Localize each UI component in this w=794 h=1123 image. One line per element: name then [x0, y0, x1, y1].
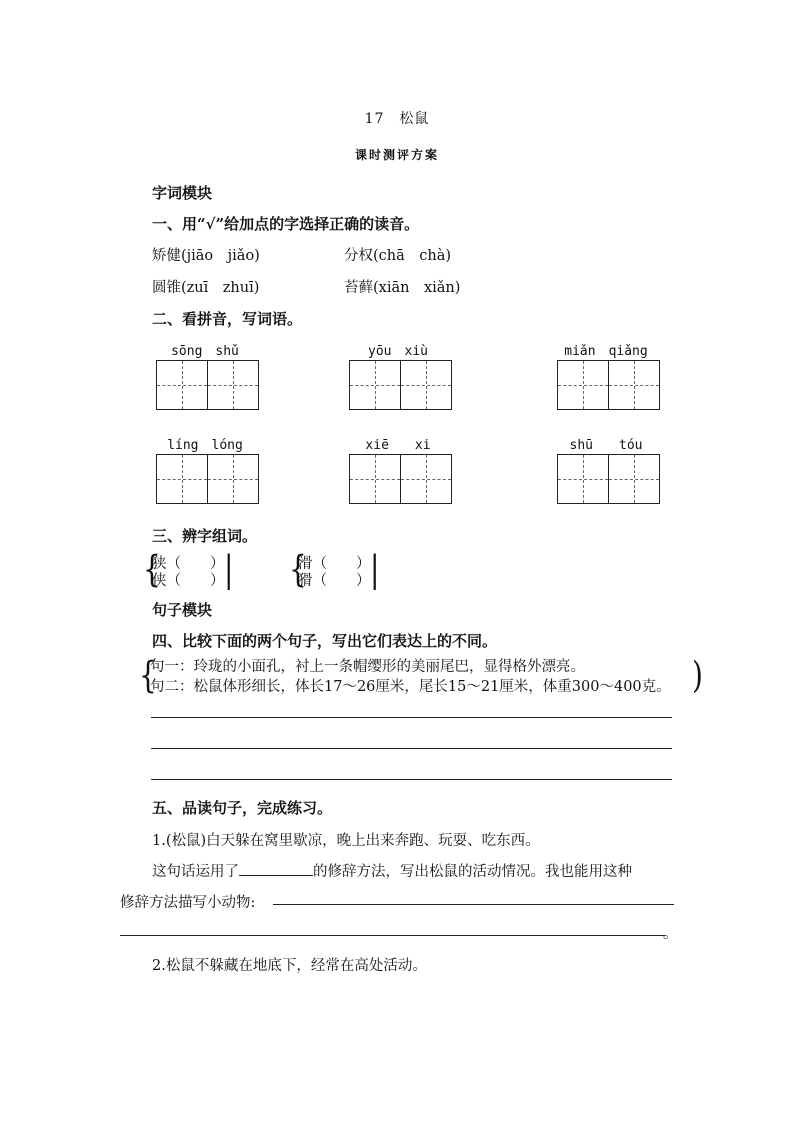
q5-prompt-continued: 修辞方法描写小动物: [120, 895, 256, 911]
question-5-heading: 五、品读句子，完成练习。 [152, 799, 333, 817]
left-brace: { [143, 547, 161, 591]
left-brace: { [139, 653, 157, 697]
left-brace: { [289, 547, 307, 591]
answer-line[interactable] [151, 779, 672, 780]
q1-item: 圆锥(zuī zhuī) [152, 280, 260, 296]
q5-item-2: 2.松鼠不躲藏在地底下，经常在高处活动。 [152, 958, 427, 974]
pinyin-label: xiē xi [365, 438, 431, 453]
writing-grid[interactable] [349, 360, 452, 410]
writing-grid[interactable] [557, 360, 660, 410]
q5-prompt: 这句话运用了 的修辞方法，写出松鼠的活动情况。我也能用这种 [152, 860, 632, 881]
period-mark: 。 [663, 926, 678, 942]
sentence-one: 句一：玲珑的小面孔，衬上一条帽缨形的美丽尾巴，显得格外漂亮。 [150, 659, 585, 675]
sentence-two: 句二：松鼠体形细长，体长17～26厘米，尾长15～21厘米，体重300～400克。 [150, 679, 671, 695]
q3-item: 狭（ ） [152, 556, 225, 572]
q5-item-1: 1.(松鼠)白天躲在窝里歇凉，晚上出来奔跑、玩耍、吃东西。 [152, 833, 540, 849]
pinyin-label: shū tóu [569, 438, 643, 453]
right-brace: | [370, 547, 380, 591]
q3-item: 侠（ ） [152, 573, 225, 589]
q3-item: 猾（ ） [298, 573, 371, 589]
page-title: 17 松鼠 [364, 111, 430, 127]
answer-line[interactable] [151, 748, 672, 749]
fill-blank[interactable] [239, 861, 313, 876]
question-2-heading: 二、看拼音，写词语。 [152, 310, 303, 328]
right-brace: ) [692, 653, 703, 697]
right-brace: | [224, 547, 234, 591]
answer-line[interactable] [151, 717, 672, 718]
question-4-heading: 四、比较下面的两个句子，写出它们表达上的不同。 [152, 632, 498, 650]
pinyin-label: líng lóng [167, 438, 243, 453]
pinyin-label: yōu xiù [368, 344, 428, 359]
module-heading-sentences: 句子模块 [152, 601, 213, 619]
q3-item: 滑（ ） [298, 556, 371, 572]
q1-item: 分权(chā chà) [344, 248, 452, 264]
question-3-heading: 三、辨字组词。 [152, 527, 258, 545]
question-1-heading: 一、用“√”给加点的字选择正确的读音。 [152, 215, 420, 233]
page-subtitle: 课时测评方案 [354, 148, 439, 162]
writing-grid[interactable] [156, 454, 259, 504]
q1-item: 苔藓(xiān xiǎn) [344, 280, 461, 296]
answer-line[interactable] [273, 904, 674, 905]
answer-line[interactable] [120, 935, 665, 936]
pinyin-label: sōng shǔ [171, 344, 239, 359]
writing-grid[interactable] [156, 360, 259, 410]
pinyin-label: miǎn qiǎng [564, 344, 648, 359]
q1-item: 矫健(jiāo jiǎo) [152, 248, 260, 264]
writing-grid[interactable] [349, 454, 452, 504]
module-heading-words: 字词模块 [152, 184, 213, 202]
writing-grid[interactable] [557, 454, 660, 504]
